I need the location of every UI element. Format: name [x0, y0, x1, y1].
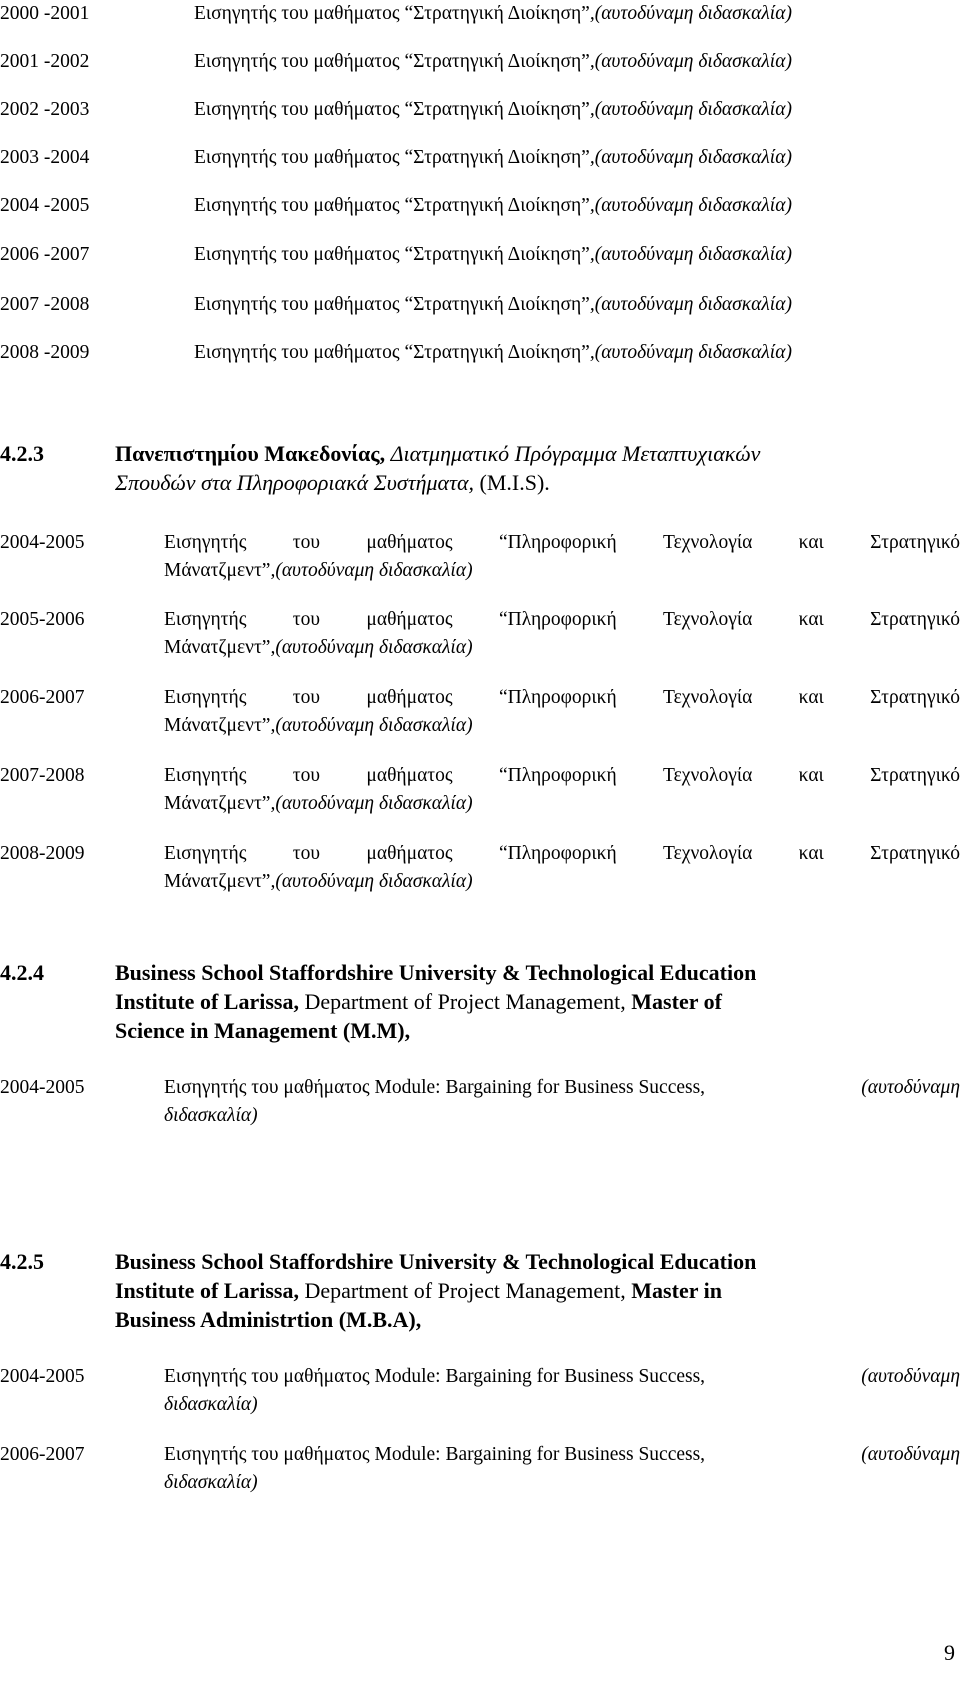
course-description-line2: Μάνατζμεντ”,(αυτοδύναμη διδασκαλία): [164, 793, 473, 814]
course-description: Εισηγητής του μαθήματος “Στρατηγική Διοίκηση”,(αυτοδύναμη διδασκαλία): [194, 342, 792, 363]
section-title: Business School Staffordshire University & Technological Education Institute of Larissa, Department of Project Management, Master in Business Administrtion (M.B.A),: [115, 1249, 757, 1333]
course-description: Εισηγητής του μαθήματος “Στρατηγική Διοίκηση”,(αυτοδύναμη διδασκαλία): [194, 147, 792, 168]
academic-year: 2004-2005: [0, 1077, 85, 1098]
course-description-line2: διδασκαλία): [164, 1105, 258, 1126]
section-title: Business School Staffordshire University & Technological Education Institute of Larissa, Department of Project Management, Master of Science in Management (M.M),: [115, 960, 757, 1044]
academic-year: 2007 -2008: [0, 294, 90, 315]
course-description-line1: Εισηγητής του μαθήματος “Πληροφορική Τεχνολογία και Στρατηγικό: [164, 532, 960, 553]
academic-year: 2004 -2005: [0, 195, 90, 216]
academic-year: 2006-2007: [0, 687, 85, 708]
page-number: 9: [944, 1640, 955, 1665]
course-description-line1: Εισηγητής του μαθήματος Module: Bargaining for Business Success, (αυτοδύναμη: [164, 1077, 960, 1098]
course-description: Εισηγητής του μαθήματος “Στρατηγική Διοίκηση”,(αυτοδύναμη διδασκαλία): [194, 51, 792, 72]
section-number: 4.2.5: [0, 1249, 44, 1274]
course-description: Εισηγητής του μαθήματος “Στρατηγική Διοίκηση”,(αυτοδύναμη διδασκαλία): [194, 99, 792, 120]
academic-year: 2000 -2001: [0, 3, 90, 24]
academic-year: 2008-2009: [0, 843, 85, 864]
section-title: Πανεπιστημίου Μακεδονίας, Διατμηματικό Πρόγραμμα Μεταπτυχιακών Σπουδών στα Πληροφοριακά Συστήματα, (M.I.S).: [115, 441, 761, 496]
course-description-line2: διδασκαλία): [164, 1472, 258, 1493]
academic-year: 2005-2006: [0, 609, 85, 630]
course-description-line1: Εισηγητής του μαθήματος “Πληροφορική Τεχνολογία και Στρατηγικό: [164, 765, 960, 786]
academic-year: 2002 -2003: [0, 99, 90, 120]
course-description-line1: Εισηγητής του μαθήματος “Πληροφορική Τεχνολογία και Στρατηγικό: [164, 609, 960, 630]
academic-year: 2008 -2009: [0, 342, 90, 363]
academic-year: 2003 -2004: [0, 147, 90, 168]
academic-year: 2004-2005: [0, 532, 85, 553]
course-description: Εισηγητής του μαθήματος “Στρατηγική Διοίκηση”,(αυτοδύναμη διδασκαλία): [194, 244, 792, 265]
academic-year: 2001 -2002: [0, 51, 90, 72]
course-description-line1: Εισηγητής του μαθήματος Module: Bargaining for Business Success, (αυτοδύναμη: [164, 1366, 960, 1387]
course-description-line2: Μάνατζμεντ”,(αυτοδύναμη διδασκαλία): [164, 637, 473, 658]
academic-year: 2006-2007: [0, 1444, 85, 1465]
academic-year: 2007-2008: [0, 765, 85, 786]
course-description-line2: διδασκαλία): [164, 1394, 258, 1415]
academic-year: 2006 -2007: [0, 244, 90, 265]
course-description: Εισηγητής του μαθήματος “Στρατηγική Διοίκηση”,(αυτοδύναμη διδασκαλία): [194, 294, 792, 315]
course-description-line2: Μάνατζμεντ”,(αυτοδύναμη διδασκαλία): [164, 715, 473, 736]
course-description-line1: Εισηγητής του μαθήματος “Πληροφορική Τεχνολογία και Στρατηγικό: [164, 687, 960, 708]
course-description: Εισηγητής του μαθήματος “Στρατηγική Διοίκηση”,(αυτοδύναμη διδασκαλία): [194, 3, 792, 24]
course-description-line2: Μάνατζμεντ”,(αυτοδύναμη διδασκαλία): [164, 560, 473, 581]
section-number: 4.2.3: [0, 441, 44, 466]
course-description-line2: Μάνατζμεντ”,(αυτοδύναμη διδασκαλία): [164, 871, 473, 892]
course-description-line1: Εισηγητής του μαθήματος “Πληροφορική Τεχνολογία και Στρατηγικό: [164, 843, 960, 864]
section-number: 4.2.4: [0, 960, 44, 985]
academic-year: 2004-2005: [0, 1366, 85, 1387]
course-description: Εισηγητής του μαθήματος “Στρατηγική Διοίκηση”,(αυτοδύναμη διδασκαλία): [194, 195, 792, 216]
course-description-line1: Εισηγητής του μαθήματος Module: Bargaining for Business Success, (αυτοδύναμη: [164, 1444, 960, 1465]
